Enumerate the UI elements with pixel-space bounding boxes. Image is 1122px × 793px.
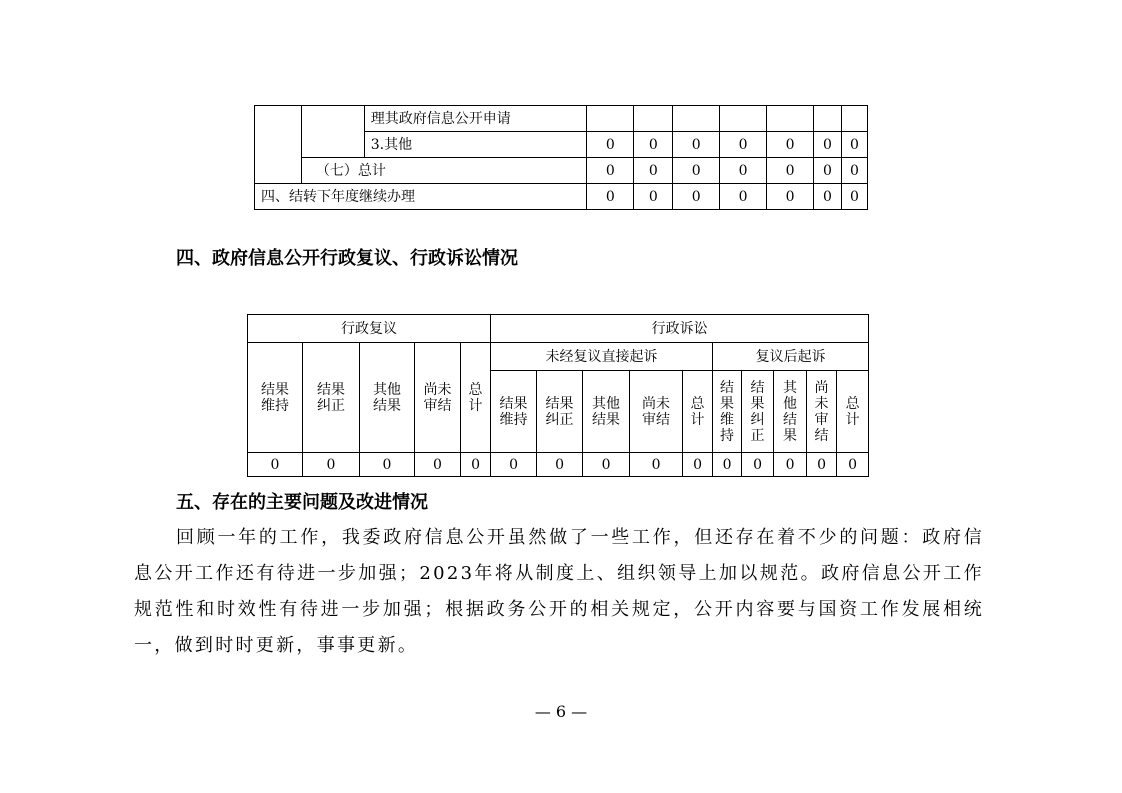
- cell-value: 0: [767, 158, 814, 184]
- column-header: 其他结果: [774, 371, 807, 453]
- row-label: 3.其他: [364, 132, 587, 158]
- table-row: [255, 158, 868, 184]
- column-header: 结果纠正: [742, 371, 774, 453]
- cell-value: 0: [767, 184, 814, 210]
- column-header: 总计: [461, 343, 491, 453]
- cell-value: 0: [630, 453, 683, 477]
- litigation-header: 行政诉讼: [491, 315, 869, 343]
- row-label: （七）总计: [301, 158, 587, 184]
- column-header: 尚未审结: [415, 343, 461, 453]
- table-row: [248, 453, 869, 477]
- cell-value: 0: [673, 158, 720, 184]
- row-label: 理其政府信息公开申请: [364, 106, 587, 132]
- cell-value: 0: [673, 132, 720, 158]
- column-header: 结果纠正: [303, 343, 360, 453]
- cell-value: 0: [634, 158, 673, 184]
- table-header-row: [248, 343, 869, 371]
- after-review-lawsuit-header: 复议后起诉: [713, 343, 869, 371]
- cell-value: 0: [774, 453, 807, 477]
- cell-value: 0: [814, 158, 842, 184]
- cell-value: 0: [248, 453, 303, 477]
- section-5-heading: 五、存在的主要问题及改进情况: [176, 492, 428, 513]
- cell-value: 0: [587, 158, 634, 184]
- column-header: 其他结果: [360, 343, 415, 453]
- review-litigation-table: [247, 314, 869, 477]
- cell-value: 0: [814, 184, 842, 210]
- column-header: 结果纠正: [537, 371, 583, 453]
- column-header: 其他结果: [583, 371, 630, 453]
- cell-value: 0: [807, 453, 837, 477]
- cell-value: 0: [587, 184, 634, 210]
- cell-value: 0: [461, 453, 491, 477]
- cell-value: 0: [491, 453, 537, 477]
- cell-value: 0: [814, 132, 842, 158]
- cell-value: 0: [720, 158, 767, 184]
- disclosure-stats-table-continued: [254, 105, 868, 210]
- merged-cell: [255, 106, 302, 184]
- merged-cell: [301, 106, 364, 158]
- table-row: [255, 106, 868, 132]
- table-row: [255, 184, 868, 210]
- column-header: 总计: [683, 371, 713, 453]
- table-header-row: [248, 315, 869, 343]
- cell-value: 0: [767, 132, 814, 158]
- cell-value: 0: [841, 132, 867, 158]
- cell-value: 0: [841, 184, 867, 210]
- direct-lawsuit-header: 未经复议直接起诉: [491, 343, 713, 371]
- column-header: 结果维持: [713, 371, 742, 453]
- cell-value: 0: [713, 453, 742, 477]
- cell-value: 0: [742, 453, 774, 477]
- cell-value: 0: [720, 132, 767, 158]
- column-header: 结果维持: [491, 371, 537, 453]
- cell-value: 0: [303, 453, 360, 477]
- cell-value: 0: [583, 453, 630, 477]
- body-paragraph: 回顾一年的工作，我委政府信息公开虽然做了一些工作，但还存在着不少的问题：政府信息公开工作还有待进一步加强；2023年将从制度上、组织领导上加以规范。政府信息公开工作规范性和时效性有待进一步加强；根据政务公开的相关规定，公开内容要与国资工作发展相统一，做到时时更新，事事更新。: [134, 527, 984, 656]
- cell-value: 0: [673, 184, 720, 210]
- cell-value: 0: [587, 132, 634, 158]
- section-4-heading: 四、政府信息公开行政复议、行政诉讼情况: [176, 248, 518, 269]
- cell-value: 0: [720, 184, 767, 210]
- column-header: 结果维持: [248, 343, 303, 453]
- cell-value: 0: [841, 158, 867, 184]
- column-header: 总计: [837, 371, 869, 453]
- cell-value: 0: [415, 453, 461, 477]
- cell-value: 0: [837, 453, 869, 477]
- cell-value: 0: [683, 453, 713, 477]
- cell-value: 0: [360, 453, 415, 477]
- column-header: 尚未审结: [630, 371, 683, 453]
- cell-value: 0: [634, 184, 673, 210]
- column-header: 尚未审结: [807, 371, 837, 453]
- cell-value: 0: [537, 453, 583, 477]
- row-label: 四、结转下年度继续办理: [255, 184, 587, 210]
- cell-value: 0: [634, 132, 673, 158]
- review-header: 行政复议: [248, 315, 491, 343]
- page-number: — 6 —: [534, 702, 588, 721]
